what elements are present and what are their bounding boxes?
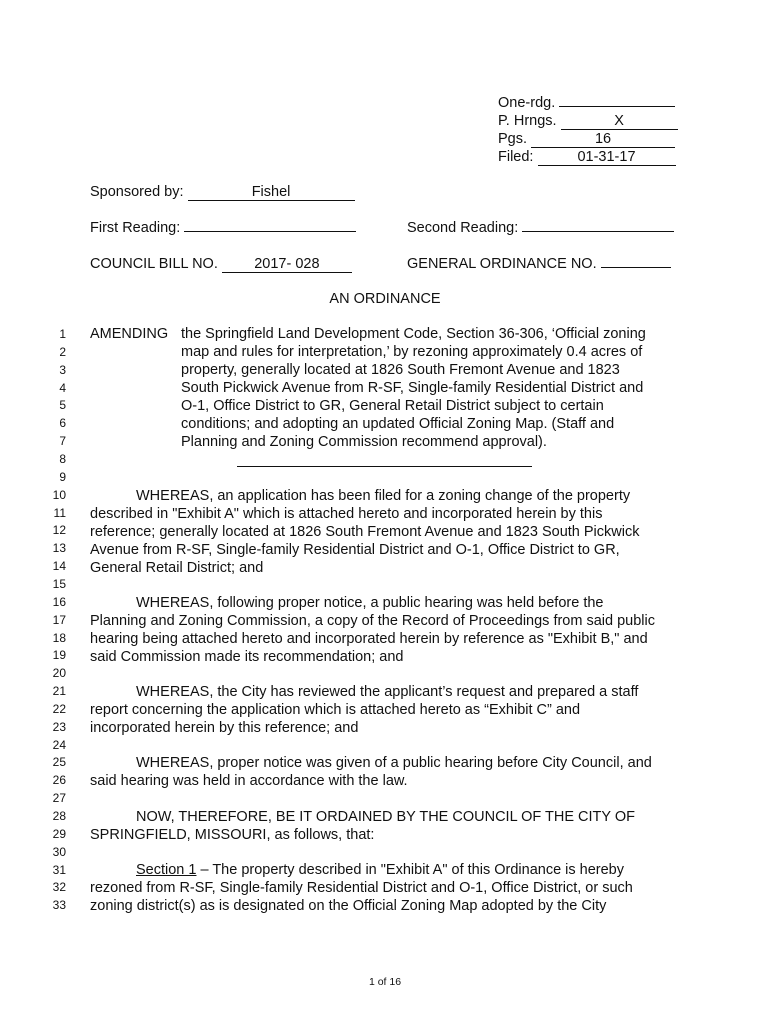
separator-rule xyxy=(237,466,532,467)
second-reading-value xyxy=(522,231,674,232)
paragraph-line: incorporated herein by this reference; and xyxy=(90,720,359,736)
general-ordinance-line xyxy=(407,255,671,273)
line-number: 18 xyxy=(52,630,66,645)
line-number: 13 xyxy=(52,541,66,556)
paragraph-line: WHEREAS, an application has been filed for a zoning change of the property xyxy=(136,488,631,504)
council-bill-line xyxy=(90,255,352,273)
line-number: 28 xyxy=(52,809,66,823)
pgs-label: Pgs. xyxy=(498,131,528,147)
whereas-paragraph-4 xyxy=(90,754,690,790)
line-number: 12 xyxy=(52,523,66,538)
line-number: 5 xyxy=(59,398,66,413)
p-hrngs-line xyxy=(498,112,678,130)
amending-line: the Springfield Land Development Code, Section 36-306, ‘Official zoning xyxy=(181,326,646,342)
amending-line: South Pickwick Avenue from R-SF, Single-family Residential District and xyxy=(181,380,644,396)
sponsor-value: Fishel xyxy=(188,185,355,201)
paragraph-line xyxy=(90,861,690,879)
line-number: 22 xyxy=(52,701,66,716)
line-number: 31 xyxy=(52,862,66,877)
line-number: 26 xyxy=(52,773,66,788)
paragraph-line: zoning district(s) as is designated on the Official Zoning Map adopted by the City xyxy=(90,898,607,914)
paragraph-line: General Retail District; and xyxy=(90,560,264,576)
paragraph-line: reference; generally located at 1826 South Fremont Avenue and 1823 South Pickwick xyxy=(90,524,640,540)
p-hrngs-label: P. Hrngs. xyxy=(498,113,557,129)
line-number: 24 xyxy=(52,737,66,752)
line-number: 3 xyxy=(59,362,66,377)
first-reading-value xyxy=(184,231,356,232)
paragraph-line: described in "Exhibit A" which is attached hereto and incorporated herein by this xyxy=(90,506,603,522)
line-number: 7 xyxy=(59,434,66,449)
line-number: 10 xyxy=(52,487,66,502)
sponsor-label: Sponsored by: xyxy=(90,184,184,200)
amending-text xyxy=(181,325,691,451)
council-bill-label: COUNCIL BILL NO. xyxy=(90,256,218,272)
paragraph-line: hearing being attached hereto and incorporated herein by reference as "Exhibit B," and xyxy=(90,631,648,647)
pgs-value: 16 xyxy=(531,132,675,148)
paragraph-line: WHEREAS, proper notice was given of a public hearing before City Council, and xyxy=(136,755,652,771)
line-number: 32 xyxy=(52,880,66,895)
p-hrngs-value: X xyxy=(561,114,678,130)
line-number: 8 xyxy=(59,452,66,466)
line-number: 1 xyxy=(59,327,66,341)
filed-value: 01-31-17 xyxy=(538,150,676,166)
whereas-paragraph-3 xyxy=(90,683,690,737)
line-number: 2 xyxy=(59,344,66,359)
line-number: 27 xyxy=(52,791,66,806)
paragraph-line: WHEREAS, the City has reviewed the applicant’s request and prepared a staff xyxy=(136,684,639,700)
paragraph-line: rezoned from R-SF, Single-family Residential District and O-1, Office District, or such xyxy=(90,880,633,896)
page-number: 1 of 16 xyxy=(368,976,402,988)
amending-line: Planning and Zoning Commission recommend approval). xyxy=(181,434,547,450)
line-number: 4 xyxy=(59,380,66,395)
amending-line: conditions; and adopting an updated Official Zoning Map. (Staff and xyxy=(181,416,615,432)
second-reading-label: Second Reading: xyxy=(407,220,519,236)
council-bill-value: 2017- 028 xyxy=(222,257,352,273)
line-number: 11 xyxy=(53,505,66,520)
amending-line: property, generally located at 1826 South Fremont Avenue and 1823 xyxy=(181,362,620,378)
line-number: 6 xyxy=(59,416,66,431)
document-title: AN ORDINANCE xyxy=(329,291,441,307)
paragraph-line: said Commission made its recommendation; and xyxy=(90,649,404,665)
general-ordinance-label: GENERAL ORDINANCE NO. xyxy=(407,256,597,272)
whereas-paragraph-2 xyxy=(90,594,690,666)
section-1-heading: Section 1 xyxy=(136,862,197,878)
ordained-paragraph xyxy=(90,808,690,844)
paragraph-line: Avenue from R-SF, Single-family Residential District and O-1, Office District to GR, xyxy=(90,542,620,558)
first-reading-line xyxy=(90,219,356,237)
first-reading-label: First Reading: xyxy=(90,220,181,236)
line-number: 16 xyxy=(52,594,66,609)
paragraph-line: said hearing was held in accordance with the law. xyxy=(90,773,408,789)
filed-line xyxy=(498,148,676,166)
general-ordinance-value xyxy=(601,267,671,268)
line-number: 21 xyxy=(52,684,66,698)
amending-line: O-1, Office District to GR, General Retail District subject to certain xyxy=(181,398,604,414)
paragraph-line: Planning and Zoning Commission, a copy of the Record of Proceedings from said public xyxy=(90,613,655,629)
whereas-paragraph-1 xyxy=(90,487,690,577)
line-number: 20 xyxy=(52,666,66,681)
amending-label: AMENDING xyxy=(90,326,169,342)
paragraph-line: SPRINGFIELD, MISSOURI, as follows, that: xyxy=(90,827,375,843)
sponsor-line xyxy=(90,183,355,201)
line-number: 9 xyxy=(59,469,66,484)
line-number: 19 xyxy=(52,648,66,663)
one-rdg-line xyxy=(498,94,675,112)
section-1-first-line: – The property described in "Exhibit A" of this Ordinance is hereby xyxy=(196,862,624,878)
one-rdg-label: One-rdg. xyxy=(498,95,556,111)
amending-line: map and rules for interpretation,’ by rezoning approximately 0.4 acres of xyxy=(181,344,643,360)
line-number: 23 xyxy=(52,719,66,734)
paragraph-line: NOW, THEREFORE, BE IT ORDAINED BY THE COUNCIL OF THE CITY OF xyxy=(136,809,635,825)
line-number: 30 xyxy=(52,844,66,859)
paragraph-line: report concerning the application which is attached hereto as “Exhibit C” and xyxy=(90,702,581,718)
line-number: 14 xyxy=(52,559,66,573)
pgs-line xyxy=(498,130,675,148)
one-rdg-value xyxy=(559,106,675,107)
line-number: 25 xyxy=(52,755,66,770)
second-reading-line xyxy=(407,219,674,237)
paragraph-line: WHEREAS, following proper notice, a public hearing was held before the xyxy=(136,595,604,611)
filed-label: Filed: xyxy=(498,149,534,165)
line-number: 29 xyxy=(52,826,66,841)
section-1-paragraph xyxy=(90,861,690,915)
line-number: 15 xyxy=(52,576,66,591)
line-number: 17 xyxy=(52,612,66,627)
line-number: 33 xyxy=(52,898,66,913)
